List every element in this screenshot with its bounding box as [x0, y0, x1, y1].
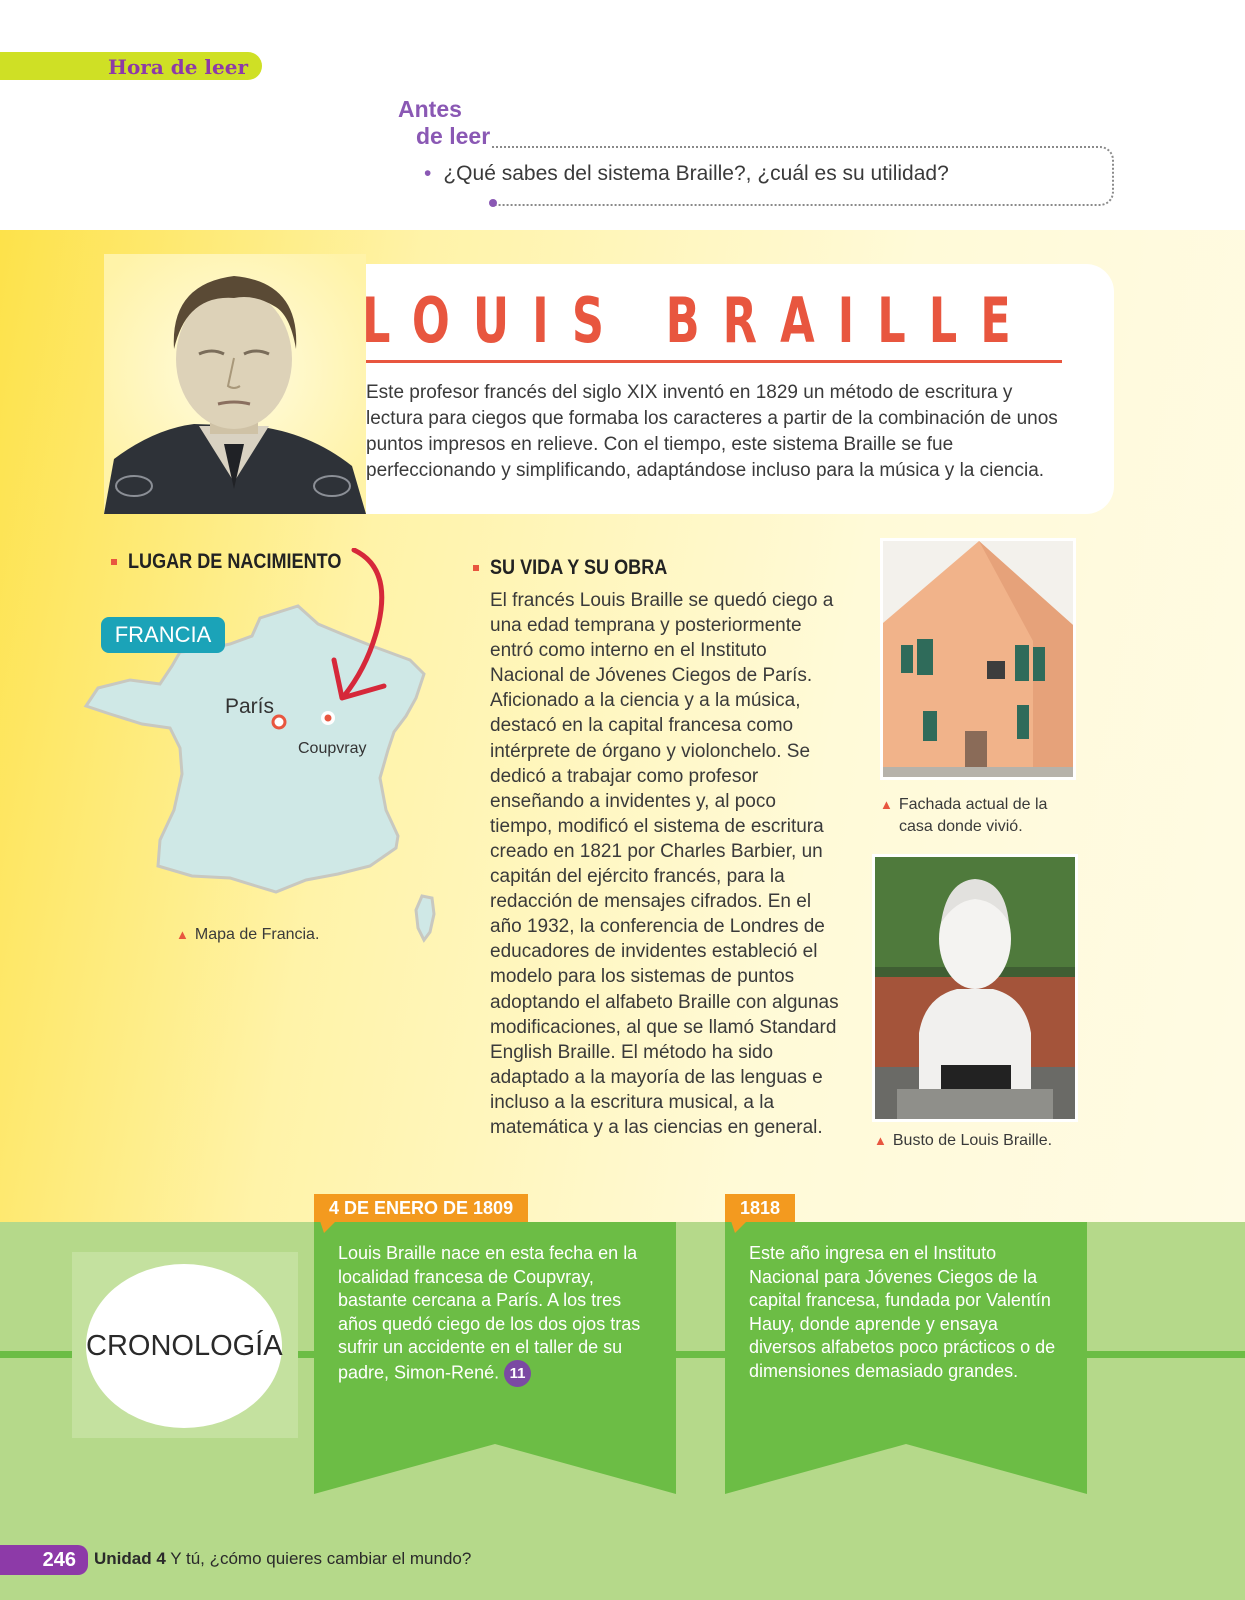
event-text-1 [338, 1242, 656, 1387]
coupvray-label: Coupvray [298, 740, 367, 757]
corsica-shape [416, 896, 434, 940]
map-caption [176, 924, 319, 946]
house-photo [880, 538, 1076, 780]
tab-pointer-icon [320, 1221, 336, 1233]
event-date-2: 1818 [725, 1194, 795, 1222]
antes-line-2: de leer [416, 123, 491, 149]
bullet-icon: • [424, 162, 432, 185]
house-caption-line-2: casa donde vivió. [899, 818, 1023, 835]
triangle-icon: ▲ [880, 797, 893, 812]
pre-reading-question [424, 162, 949, 186]
triangle-icon: ▲ [874, 1133, 887, 1148]
triangle-icon: ▲ [176, 927, 189, 942]
bust-caption [874, 1130, 1052, 1152]
bust-photo [872, 854, 1078, 1122]
question-text: ¿Qué sabes del sistema Braille?, ¿cuál es su utilidad? [443, 162, 949, 185]
country-label: FRANCIA [101, 617, 225, 653]
page-number: 246 [0, 1545, 88, 1575]
antes-line-1: Antes [398, 96, 462, 122]
event-text-2: Este año ingresa en el Instituto Nacional para Jóvenes Ciegos de la capital francesa, fundada por Valentín Hauy, donde aprende y ensaya diversos alfabetos poco prácticos o de dimensiones demasiado grandes. [749, 1243, 1056, 1381]
life-heading: SU VIDA Y SU OBRA [490, 556, 668, 579]
unit-label: Unidad 4 [94, 1549, 166, 1568]
event-date-1: 4 DE ENERO DE 1809 [314, 1194, 528, 1222]
main-title: LOUIS BRAILLE [362, 284, 1034, 357]
france-map [80, 548, 450, 968]
antes-dot [489, 199, 497, 207]
life-paragraph: El francés Louis Braille se quedó ciego a una edad temprana y posteriormente entró como interno en el Instituto Nacional de Jóvenes Ciegos de París. Aficionado a la ciencia y a la música, destacó en la capital francesa como intérprete de órgano y violonchelo. Se dedicó a trabajar como profesor enseñando a invidentes y, al poco tiempo, modificó el sistema de escritura creado en 1821 por Charles Barbier, un capitán del ejército francés, para la redacción de mensajes cifrados. En el año 1932, la conferencia de Londres de educadores de invidentes estableció el modelo para los sistemas de puntos adoptando el alfabeto Braille con algunas modificaciones, al que se llamó Standard English Braille. El método ha sido adaptado a la mayoría de las lenguas e incluso a la escritura musical, a la matemática y a las ciencias en general. [490, 590, 839, 1138]
tab-pointer-icon [731, 1221, 747, 1233]
house-caption-line-1: Fachada actual de la [898, 796, 1048, 813]
paris-marker-icon [273, 716, 285, 728]
bust-caption-text: Busto de Louis Braille. [892, 1132, 1053, 1149]
section-bullet [473, 565, 479, 571]
event-text-1-body: Louis Braille nace en esta fecha en la localidad francesa de Coupvray, bastante cercana a París. A los tres años quedó ciego de los dos ojos tras sufrir un accidente en el taller de su padre, Simon-René. [338, 1243, 641, 1383]
house-caption [880, 794, 1080, 838]
map-caption-text: Mapa de Francia. [194, 926, 320, 943]
louis-braille-portrait [104, 254, 366, 514]
section-tab-label: Hora de leer [108, 55, 248, 79]
chronology-title: CRONOLOGÍA [86, 1330, 283, 1362]
antes-de-leer-heading [398, 96, 490, 150]
section-tab [0, 52, 262, 80]
birthplace-heading: LUGAR DE NACIMIENTO [128, 550, 342, 573]
title-underline [366, 360, 1062, 363]
unit-title: Y tú, ¿cómo quieres cambiar el mundo? [170, 1549, 472, 1568]
track-badge: 11 [504, 1360, 531, 1387]
intro-paragraph: Este profesor francés del siglo XIX inventó en 1829 un método de escritura y lectura para ciegos que formaba los caracteres a partir de la combinación de unos puntos impresos en relieve. Con el tiempo, este sistema Braille se fue perfeccionando y simplificando, adaptándose incluso para la música y la ciencia. [366, 382, 1058, 481]
paris-label: París [225, 695, 275, 718]
unit-footer [94, 1549, 471, 1569]
